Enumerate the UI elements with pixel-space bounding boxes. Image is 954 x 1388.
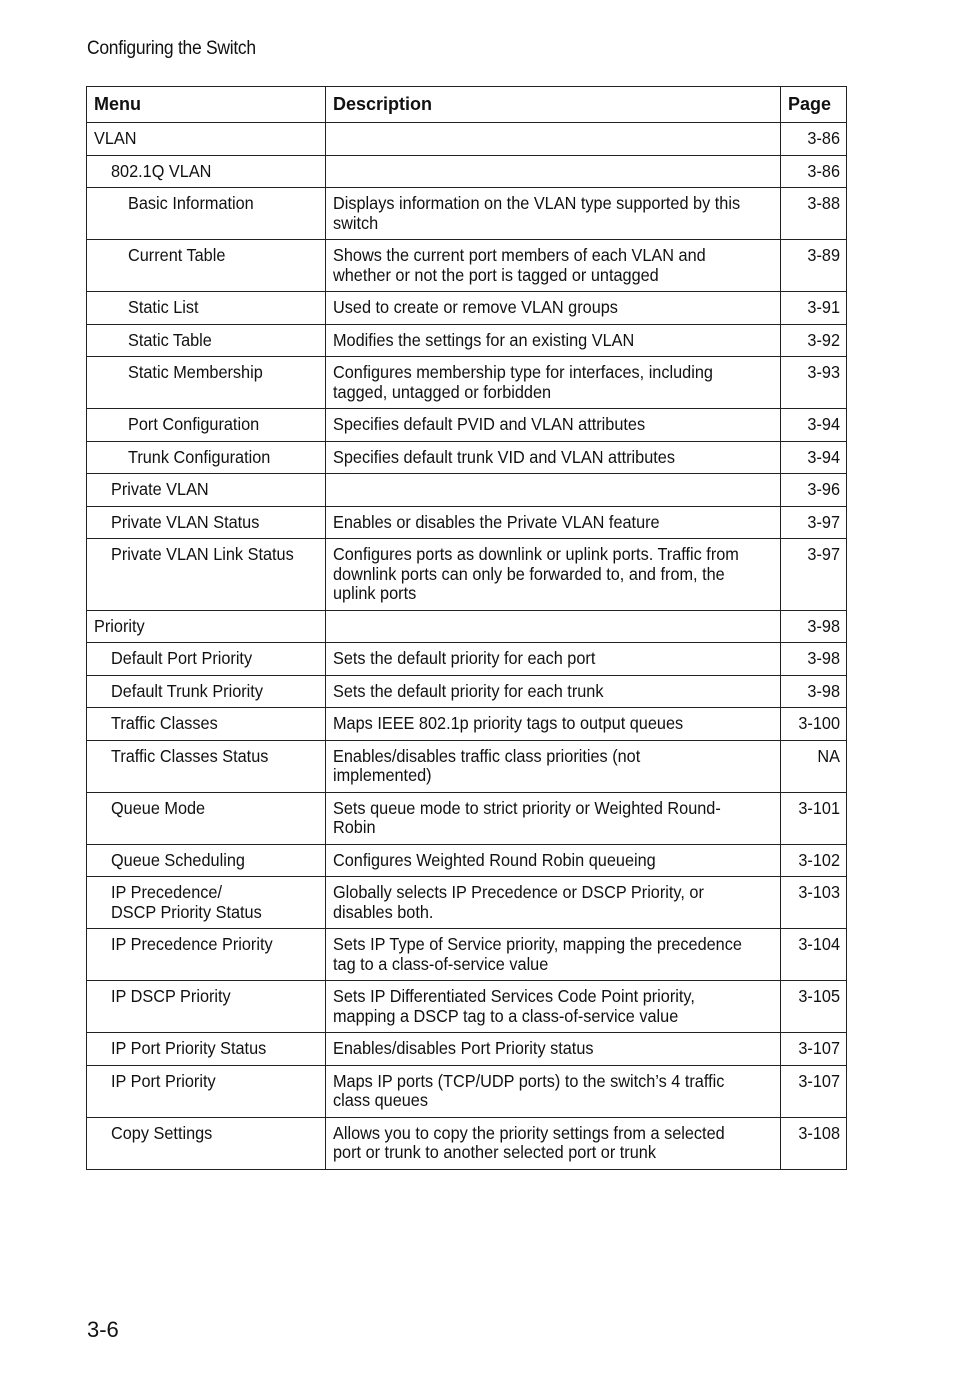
page-cell-text: 3-97 bbox=[807, 511, 840, 532]
menu-cell-text: 802.1Q VLAN bbox=[111, 160, 212, 181]
menu-cell bbox=[87, 675, 326, 708]
page-cell-text: 3-96 bbox=[807, 479, 840, 499]
page-cell-text: 3-105 bbox=[798, 986, 840, 1006]
menu-cell bbox=[87, 643, 326, 676]
page-cell bbox=[781, 981, 847, 1033]
page-cell bbox=[781, 1117, 847, 1169]
table-row bbox=[87, 1033, 847, 1066]
menu-cell-text: Basic Information bbox=[128, 193, 254, 213]
menu-cell bbox=[87, 877, 326, 929]
page-cell bbox=[781, 740, 847, 792]
page-cell-text: 3-86 bbox=[807, 160, 840, 181]
menu-cell-text: Traffic Classes Status bbox=[111, 745, 269, 766]
table-row bbox=[87, 474, 847, 507]
table-row bbox=[87, 1065, 847, 1117]
description-cell bbox=[326, 539, 781, 611]
page-cell-text: 3-107 bbox=[798, 1038, 840, 1058]
menu-cell bbox=[87, 240, 326, 292]
menu-cell-text: Port Configuration bbox=[128, 414, 260, 434]
page-cell-text: NA bbox=[817, 745, 840, 766]
menu-cell bbox=[87, 844, 326, 877]
description-cell bbox=[326, 708, 781, 741]
table-row bbox=[87, 357, 847, 409]
page-cell bbox=[781, 877, 847, 929]
menu-cell-text: IP Port Priority Status bbox=[111, 1038, 267, 1058]
page-cell-text: 3-89 bbox=[807, 245, 840, 265]
table-row bbox=[87, 324, 847, 357]
description-cell bbox=[326, 675, 781, 708]
page-cell bbox=[781, 506, 847, 539]
table-row bbox=[87, 740, 847, 792]
table-row bbox=[87, 1117, 847, 1169]
description-cell-text: Specifies default trunk VID and VLAN attributes bbox=[333, 446, 675, 467]
description-cell bbox=[326, 740, 781, 792]
menu-cell-text: IP DSCP Priority bbox=[111, 986, 231, 1006]
table-row bbox=[87, 506, 847, 539]
description-cell bbox=[326, 844, 781, 877]
menu-cell-text: Queue Scheduling bbox=[111, 849, 245, 870]
page-cell bbox=[781, 409, 847, 442]
page-cell-text: 3-86 bbox=[807, 128, 840, 148]
menu-cell bbox=[87, 792, 326, 844]
table-row bbox=[87, 643, 847, 676]
description-cell bbox=[326, 1065, 781, 1117]
menu-cell bbox=[87, 1033, 326, 1066]
menu-cell bbox=[87, 506, 326, 539]
page-cell bbox=[781, 708, 847, 741]
page-cell bbox=[781, 240, 847, 292]
description-cell-text: Used to create or remove VLAN groups bbox=[333, 297, 618, 317]
page-cell bbox=[781, 1033, 847, 1066]
description-cell-text: Enables/disables traffic class priorities (not implemented) bbox=[333, 745, 641, 785]
page-cell bbox=[781, 792, 847, 844]
page-cell bbox=[781, 610, 847, 643]
menu-cell-text: IP Precedence/ DSCP Priority Status bbox=[111, 882, 262, 922]
description-cell-text: Configures membership type for interfaces, including tagged, untagged or forbidden bbox=[333, 362, 713, 402]
description-cell bbox=[326, 474, 781, 507]
description-cell-text: Modifies the settings for an existing VLAN bbox=[333, 329, 635, 350]
table-row bbox=[87, 981, 847, 1033]
page-cell-text: 3-98 bbox=[807, 648, 840, 668]
description-cell bbox=[326, 929, 781, 981]
description-cell bbox=[326, 357, 781, 409]
page-cell bbox=[781, 675, 847, 708]
table-row bbox=[87, 539, 847, 611]
page-cell bbox=[781, 441, 847, 474]
description-cell bbox=[326, 792, 781, 844]
description-cell-text: Configures Weighted Round Robin queueing bbox=[333, 849, 656, 870]
description-cell-text: Sets IP Differentiated Services Code Point priority, mapping a DSCP tag to a class-of-service value bbox=[333, 986, 695, 1026]
menu-cell bbox=[87, 324, 326, 357]
description-cell-text: Specifies default PVID and VLAN attributes bbox=[333, 414, 646, 434]
menu-cell bbox=[87, 708, 326, 741]
column-header-page: Page bbox=[781, 87, 847, 123]
table-row bbox=[87, 240, 847, 292]
page-cell-text: 3-98 bbox=[807, 615, 840, 636]
page-cell bbox=[781, 474, 847, 507]
description-cell-text: Sets queue mode to strict priority or Weighted Round-Robin bbox=[333, 797, 721, 837]
page-cell-text: 3-94 bbox=[807, 414, 840, 434]
menu-cell-text: Private VLAN Link Status bbox=[111, 544, 294, 564]
table-row bbox=[87, 188, 847, 240]
menu-cell bbox=[87, 1065, 326, 1117]
menu-cell bbox=[87, 357, 326, 409]
menu-cell bbox=[87, 981, 326, 1033]
page-cell-text: 3-88 bbox=[807, 193, 840, 213]
menu-cell bbox=[87, 929, 326, 981]
page-cell bbox=[781, 292, 847, 325]
page-cell-text: 3-92 bbox=[807, 329, 840, 350]
description-cell bbox=[326, 981, 781, 1033]
menu-reference-table bbox=[86, 86, 847, 1170]
table-header-row bbox=[87, 87, 847, 123]
page-cell bbox=[781, 929, 847, 981]
description-cell-text: Sets the default priority for each trunk bbox=[333, 680, 604, 701]
page-cell-text: 3-101 bbox=[798, 797, 840, 818]
description-cell-text: Maps IP ports (TCP/UDP ports) to the switch’s 4 traffic class queues bbox=[333, 1070, 725, 1110]
table-body bbox=[87, 123, 847, 1170]
table-row bbox=[87, 844, 847, 877]
menu-cell bbox=[87, 539, 326, 611]
menu-cell-text: Default Port Priority bbox=[111, 648, 253, 668]
page-cell bbox=[781, 155, 847, 188]
description-cell-text: Maps IEEE 802.1p priority tags to output queues bbox=[333, 713, 684, 733]
page-number: 3-6 bbox=[87, 1317, 119, 1342]
description-cell-text: Sets the default priority for each port bbox=[333, 648, 596, 668]
table-row bbox=[87, 792, 847, 844]
description-cell-text: Globally selects IP Precedence or DSCP Priority, or disables both. bbox=[333, 882, 704, 922]
page-cell-text: 3-104 bbox=[798, 934, 840, 954]
menu-cell-text: IP Port Priority bbox=[111, 1070, 216, 1091]
page-cell bbox=[781, 357, 847, 409]
page-cell bbox=[781, 643, 847, 676]
description-cell bbox=[326, 240, 781, 292]
menu-cell-text: Traffic Classes bbox=[111, 713, 218, 733]
table-row bbox=[87, 409, 847, 442]
description-cell bbox=[326, 610, 781, 643]
menu-cell bbox=[87, 188, 326, 240]
menu-cell-text: Private VLAN bbox=[111, 479, 209, 499]
description-cell bbox=[326, 409, 781, 442]
table-row bbox=[87, 155, 847, 188]
description-cell bbox=[326, 877, 781, 929]
table-row bbox=[87, 610, 847, 643]
menu-cell bbox=[87, 155, 326, 188]
page-cell bbox=[781, 539, 847, 611]
menu-cell-text: Default Trunk Priority bbox=[111, 680, 263, 701]
menu-cell-text: Static Membership bbox=[128, 362, 263, 382]
description-cell bbox=[326, 1117, 781, 1169]
page-cell-text: 3-108 bbox=[798, 1122, 840, 1143]
description-cell-text: Shows the current port members of each VLAN and whether or not the port is tagged or untagged bbox=[333, 245, 706, 285]
menu-cell bbox=[87, 292, 326, 325]
description-cell bbox=[326, 324, 781, 357]
page-cell-text: 3-94 bbox=[807, 446, 840, 467]
page-cell-text: 3-102 bbox=[798, 849, 840, 870]
menu-cell bbox=[87, 1117, 326, 1169]
menu-cell bbox=[87, 740, 326, 792]
description-cell-text: Configures ports as downlink or uplink ports. Traffic from downlink ports can only be forwarded to, and from, the uplink ports bbox=[333, 544, 739, 603]
menu-cell-text: Priority bbox=[94, 615, 145, 636]
page-cell bbox=[781, 123, 847, 156]
menu-cell-text: Queue Mode bbox=[111, 797, 206, 818]
description-cell bbox=[326, 123, 781, 156]
menu-cell bbox=[87, 123, 326, 156]
page-cell bbox=[781, 844, 847, 877]
menu-cell-text: Copy Settings bbox=[111, 1122, 213, 1143]
description-cell-text: Enables or disables the Private VLAN feature bbox=[333, 511, 660, 532]
table-row bbox=[87, 292, 847, 325]
page-cell-text: 3-98 bbox=[807, 680, 840, 701]
table-row bbox=[87, 929, 847, 981]
menu-cell-text: Static Table bbox=[128, 329, 212, 350]
menu-cell-text: Private VLAN Status bbox=[111, 511, 260, 532]
description-cell bbox=[326, 441, 781, 474]
description-cell bbox=[326, 643, 781, 676]
description-cell-text: Displays information on the VLAN type supported by this switch bbox=[333, 193, 741, 233]
table-row bbox=[87, 441, 847, 474]
page-cell bbox=[781, 1065, 847, 1117]
description-cell bbox=[326, 155, 781, 188]
page-cell-text: 3-107 bbox=[798, 1070, 840, 1091]
menu-cell bbox=[87, 474, 326, 507]
page-cell-text: 3-91 bbox=[807, 297, 840, 317]
description-cell bbox=[326, 188, 781, 240]
page-cell-text: 3-100 bbox=[798, 713, 840, 733]
page-cell-text: 3-93 bbox=[807, 362, 840, 382]
menu-cell-text: IP Precedence Priority bbox=[111, 934, 273, 954]
page-cell bbox=[781, 188, 847, 240]
table-row bbox=[87, 877, 847, 929]
running-header: Configuring the Switch bbox=[87, 38, 256, 59]
table-row bbox=[87, 708, 847, 741]
description-cell-text: Enables/disables Port Priority status bbox=[333, 1038, 594, 1058]
description-cell bbox=[326, 292, 781, 325]
table-row bbox=[87, 123, 847, 156]
description-cell bbox=[326, 1033, 781, 1066]
menu-cell bbox=[87, 409, 326, 442]
page-cell-text: 3-103 bbox=[798, 882, 840, 902]
menu-cell bbox=[87, 610, 326, 643]
column-header-description: Description bbox=[326, 87, 781, 123]
page-cell-text: 3-97 bbox=[807, 544, 840, 564]
table-row bbox=[87, 675, 847, 708]
description-cell-text: Allows you to copy the priority settings from a selected port or trunk to another selected port or trunk bbox=[333, 1122, 725, 1162]
description-cell-text: Sets IP Type of Service priority, mapping the precedence tag to a class-of-service value bbox=[333, 934, 742, 974]
menu-cell bbox=[87, 441, 326, 474]
menu-cell-text: Trunk Configuration bbox=[128, 446, 271, 467]
menu-cell-text: Current Table bbox=[128, 245, 226, 265]
column-header-menu: Menu bbox=[87, 87, 326, 123]
page-cell bbox=[781, 324, 847, 357]
menu-cell-text: Static List bbox=[128, 297, 199, 317]
description-cell bbox=[326, 506, 781, 539]
menu-cell-text: VLAN bbox=[94, 128, 137, 148]
